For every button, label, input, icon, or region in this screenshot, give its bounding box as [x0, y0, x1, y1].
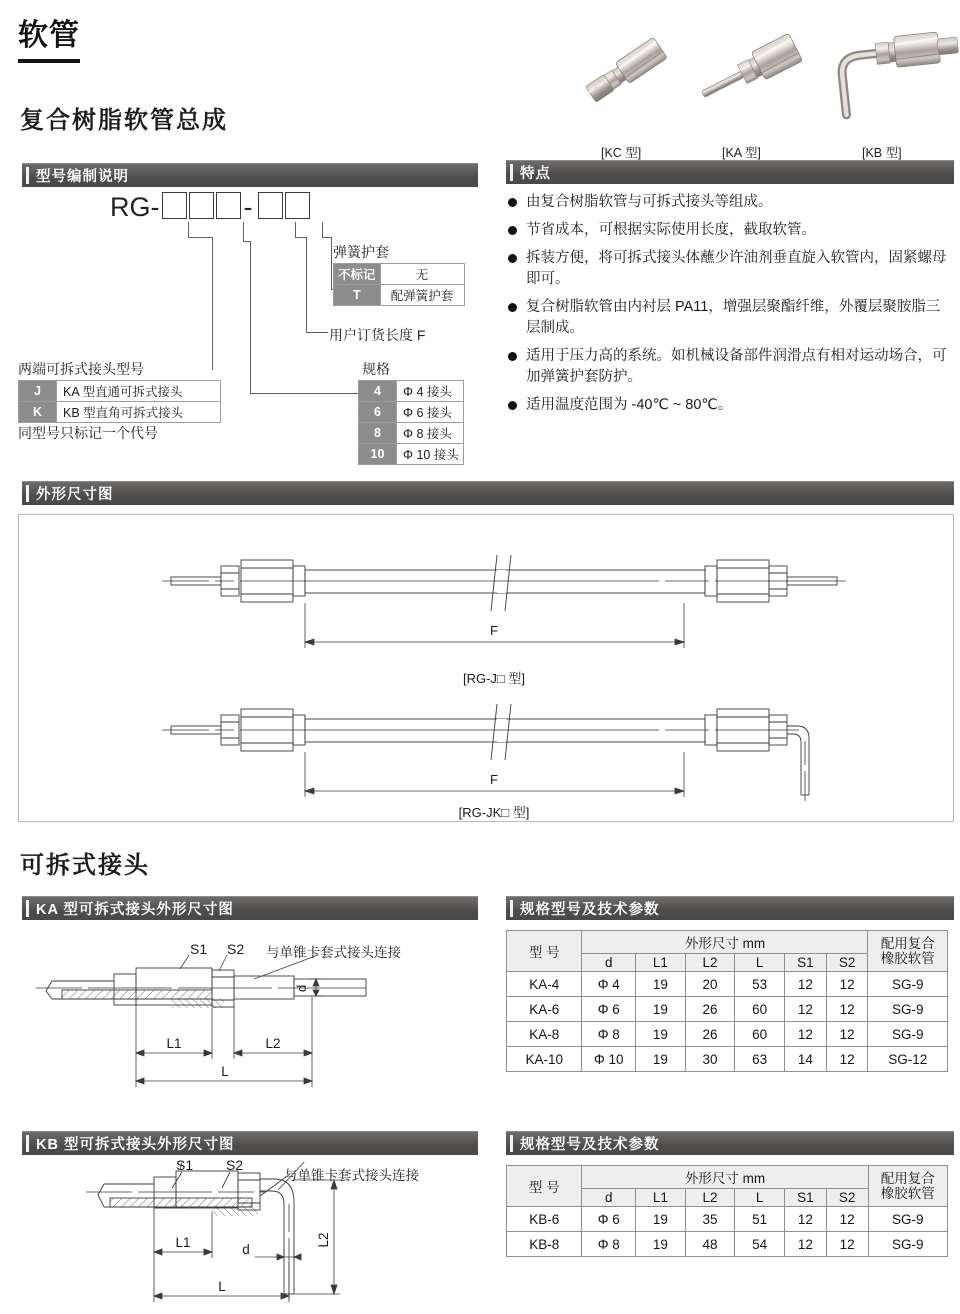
ka-r1-l2: 26 — [685, 997, 735, 1022]
ka-table-header — [506, 896, 954, 920]
ka-connector-photo — [690, 20, 810, 130]
list-item — [508, 192, 954, 213]
model-code-diagram — [110, 192, 310, 222]
leader-box4-v1 — [295, 222, 296, 238]
kb-subcol-s2: S2 — [826, 1189, 868, 1207]
ka-table-header-label: 规格型号及技术参数 — [520, 901, 660, 918]
kb-drawing-header — [22, 1131, 478, 1155]
ka-label-d: d — [294, 984, 309, 992]
ka-spec-table — [506, 930, 948, 1072]
ka-label-s2-html: S2 — [227, 941, 245, 957]
kb-col-hose-l2: 橡胶软管 — [880, 1186, 935, 1201]
feature-text-5: 适用温度范围为 -40℃ ~ 80℃。 — [526, 397, 733, 413]
feature-text-3: 复合树脂软管由内衬层 PA11，增强层聚酯纤维，外覆层聚胺脂三层制成。 — [526, 299, 941, 336]
kb-label-note: 与单锥卡套式接头连接 — [284, 1168, 419, 1183]
end-connector-note: 同型号只标记一个代号 — [18, 425, 158, 441]
kb-col-group: 外形尺寸 mm — [582, 1166, 868, 1189]
ka-r2-s1: 12 — [784, 1022, 826, 1047]
ka-r3-hose: SG-12 — [868, 1047, 948, 1072]
kb-r1-d: Φ 8 — [582, 1232, 636, 1257]
order-length-label: 用户订货长度 F — [329, 327, 426, 343]
leader-box3-v2 — [250, 241, 251, 394]
model-box-4 — [258, 192, 283, 219]
kb-r1-l1: 19 — [636, 1232, 686, 1257]
spring-code-1: T — [334, 285, 381, 306]
spec-code-0: 4 — [359, 381, 397, 402]
ka-r1-model: KA-6 — [507, 997, 582, 1022]
kb-r0-d: Φ 6 — [582, 1207, 636, 1232]
spec-legend-table — [358, 380, 464, 465]
model-box-5 — [285, 192, 310, 219]
table-row — [507, 1207, 948, 1232]
ka-r2-s2: 12 — [826, 1022, 868, 1047]
ka-r2-model: KA-8 — [507, 1022, 582, 1047]
ka-subcol-l: L — [735, 954, 785, 972]
features-header — [506, 160, 954, 184]
kb-label-l1: L1 — [175, 1235, 191, 1250]
table-row — [507, 972, 948, 997]
list-item — [508, 346, 954, 388]
kb-subcol-d: d — [582, 1189, 636, 1207]
connector-section-title: 可拆式接头 — [20, 850, 150, 879]
end-code-0: J — [19, 381, 57, 402]
kb-subcol-l2: L2 — [685, 1189, 735, 1207]
hose-assembly-drawing — [19, 515, 955, 823]
ka-r1-s2: 12 — [826, 997, 868, 1022]
ka-r3-s1: 14 — [784, 1047, 826, 1072]
page-title: 软管 — [18, 10, 80, 63]
leader-box4-v2 — [306, 237, 307, 333]
kb-r1-l2: 48 — [685, 1232, 735, 1257]
outline-caption-bottom: [RG-JK□ 型] — [458, 805, 530, 820]
kb-connector-photo — [822, 18, 960, 128]
kb-label-l2: L2 — [316, 1232, 331, 1248]
ka-r1-s1: 12 — [784, 997, 826, 1022]
outline-drawing-frame — [18, 514, 954, 822]
table-row — [334, 264, 465, 285]
spec-desc-1: Φ 6 接头 — [397, 402, 464, 423]
spec-code-2: 8 — [359, 423, 397, 444]
model-code-header-label: 型号编制说明 — [36, 168, 129, 185]
kb-r1-s2: 12 — [826, 1232, 868, 1257]
leader-box1-v2 — [212, 237, 213, 370]
table-row — [507, 1047, 948, 1072]
kb-drawing-header-label: KB 型可拆式接头外形尺寸图 — [36, 1136, 235, 1153]
spec-desc-3: Φ 10 接头 — [397, 444, 464, 465]
kb-label-l: L — [218, 1279, 226, 1294]
list-item — [508, 395, 954, 416]
feature-text-1: 节省成本，可根据实际使用长度，截取软管。 — [526, 222, 816, 238]
kb-r1-model: KB-8 — [507, 1232, 582, 1257]
ka-r0-l1: 19 — [636, 972, 686, 997]
product-subtitle: 复合树脂软管总成 — [20, 105, 228, 134]
spec-code-1: 6 — [359, 402, 397, 423]
ka-label-l2: L2 — [265, 1036, 281, 1051]
end-code-1: K — [19, 402, 57, 423]
table-row — [359, 402, 464, 423]
ka-r2-hose: SG-9 — [868, 1022, 948, 1047]
kb-r1-s1: 12 — [785, 1232, 827, 1257]
spec-desc-2: Φ 8 接头 — [397, 423, 464, 444]
ka-r2-l: 60 — [735, 1022, 785, 1047]
table-row — [19, 381, 221, 402]
table-header-row — [507, 931, 948, 954]
dim-label-f-top: F — [490, 623, 498, 638]
table-row — [359, 381, 464, 402]
ka-connector-caption: [KA 型] — [722, 146, 761, 160]
kb-subcol-s1: S1 — [785, 1189, 827, 1207]
kc-connector-photo — [560, 22, 690, 127]
kb-subcol-l: L — [735, 1189, 785, 1207]
spec-legend-title: 规格 — [362, 361, 390, 377]
outline-caption-top: [RG-J□ 型] — [462, 671, 526, 686]
kb-leader-lines — [160, 1170, 340, 1198]
model-box-1 — [162, 192, 187, 219]
ka-r0-l2: 20 — [685, 972, 735, 997]
ka-label-l1: L1 — [166, 1036, 182, 1051]
kb-col-hose — [868, 1166, 947, 1207]
kb-subcol-l1: L1 — [636, 1189, 686, 1207]
features-list — [508, 192, 954, 423]
ka-r0-l: 53 — [735, 972, 785, 997]
kb-col-hose-l1: 配用复合 — [880, 1171, 935, 1186]
kc-connector-caption: [KC 型] — [601, 146, 642, 160]
ka-col-hose-l2: 橡胶软管 — [880, 951, 935, 966]
table-row — [19, 402, 221, 423]
table-row — [359, 423, 464, 444]
kb-r1-hose: SG-9 — [868, 1232, 947, 1257]
kb-r0-hose: SG-9 — [868, 1207, 947, 1232]
kb-r0-model: KB-6 — [507, 1207, 582, 1232]
kb-r0-s1: 12 — [785, 1207, 827, 1232]
model-dash: - — [243, 192, 253, 222]
bullet-icon — [508, 198, 517, 207]
table-row — [507, 1232, 948, 1257]
ka-r2-l1: 19 — [636, 1022, 686, 1047]
end-connector-title: 两端可拆式接头型号 — [18, 361, 144, 377]
ka-subcol-s1: S1 — [784, 954, 826, 972]
kb-label-s2: S2 — [226, 1157, 244, 1173]
spring-code-0: 不标记 — [334, 264, 381, 285]
ka-r0-s2: 12 — [826, 972, 868, 997]
features-header-label: 特点 — [520, 165, 551, 182]
feature-text-0: 由复合树脂软管与可拆式接头等组成。 — [526, 194, 773, 210]
spring-desc-1: 配弹簧护套 — [380, 285, 464, 306]
kb-r0-l: 51 — [735, 1207, 785, 1232]
bullet-icon — [508, 401, 517, 410]
ka-r3-l1: 19 — [636, 1047, 686, 1072]
list-item — [508, 248, 954, 290]
outline-drawing-header-label: 外形尺寸图 — [36, 486, 114, 503]
spring-desc-0: 无 — [380, 264, 464, 285]
ka-col-model: 型 号 — [507, 931, 582, 972]
leader-box4-h2 — [306, 332, 328, 333]
list-item — [508, 297, 954, 339]
ka-drawing-header-label: KA 型可拆式接头外形尺寸图 — [36, 901, 234, 918]
bullet-icon — [508, 352, 517, 361]
list-item — [508, 220, 954, 241]
dim-label-f-bottom: F — [490, 772, 498, 787]
ka-r3-l2: 30 — [685, 1047, 735, 1072]
outline-drawing-header — [22, 481, 954, 505]
end-desc-1: KB 型直角可拆式接头 — [57, 402, 221, 423]
leader-box1-v1 — [188, 222, 189, 238]
table-row — [334, 285, 465, 306]
kb-r0-l1: 19 — [636, 1207, 686, 1232]
kb-r0-l2: 35 — [685, 1207, 735, 1232]
spring-sleeve-title: 弹簧护套 — [333, 244, 389, 260]
spec-code-3: 10 — [359, 444, 397, 465]
ka-subcol-l2: L2 — [685, 954, 735, 972]
leader-box3-h2 — [250, 393, 360, 394]
kb-label-s1: S1 — [176, 1157, 194, 1173]
model-box-2 — [189, 192, 214, 219]
ka-r0-hose: SG-9 — [868, 972, 948, 997]
leader-box3-v1 — [243, 222, 244, 242]
ka-r0-model: KA-4 — [507, 972, 582, 997]
kb-table-header — [506, 1131, 954, 1155]
ka-drawing-header — [22, 896, 478, 920]
kb-label-d: d — [242, 1242, 250, 1257]
table-row — [507, 997, 948, 1022]
ka-col-hose-l1: 配用复合 — [880, 936, 935, 951]
bullet-icon — [508, 254, 517, 263]
ka-label-note-html: 与单锥卡套式接头连接 — [266, 945, 401, 960]
kb-connector-caption: [KB 型] — [862, 146, 902, 160]
table-header-row — [507, 1166, 948, 1189]
leader-box1-h — [188, 237, 213, 238]
ka-r2-d: Φ 8 — [582, 1022, 636, 1047]
table-row — [359, 444, 464, 465]
ka-subcol-d: d — [582, 954, 636, 972]
model-code-header — [22, 163, 478, 187]
kb-r0-s2: 12 — [826, 1207, 868, 1232]
ka-r0-s1: 12 — [784, 972, 826, 997]
ka-r1-l: 60 — [735, 997, 785, 1022]
kb-table-header-label: 规格型号及技术参数 — [520, 1136, 660, 1153]
ka-subcol-l1: L1 — [636, 954, 686, 972]
kb-r1-l: 54 — [735, 1232, 785, 1257]
bullet-icon — [508, 303, 517, 312]
bullet-icon — [508, 226, 517, 235]
ka-connector-drawing — [22, 935, 482, 1110]
model-prefix: RG- — [110, 192, 160, 222]
ka-r1-hose: SG-9 — [868, 997, 948, 1022]
ka-r0-d: Φ 4 — [582, 972, 636, 997]
ka-label-l: L — [221, 1064, 229, 1079]
ka-r2-l2: 26 — [685, 1022, 735, 1047]
ka-r3-l: 63 — [735, 1047, 785, 1072]
ka-col-group: 外形尺寸 mm — [582, 931, 868, 954]
table-row — [507, 1022, 948, 1047]
leader-box5-v1 — [322, 222, 323, 238]
spec-desc-0: Φ 4 接头 — [397, 381, 464, 402]
ka-subcol-s2: S2 — [826, 954, 868, 972]
ka-label-s1-html: S1 — [190, 941, 208, 957]
feature-text-2: 拆装方便，将可拆式接头体蘸少许油剂垂直旋入软管内，固紧螺母即可。 — [526, 250, 947, 287]
end-desc-0: KA 型直通可拆式接头 — [57, 381, 221, 402]
end-connector-table — [18, 380, 221, 423]
model-box-3 — [216, 192, 241, 219]
ka-r3-d: Φ 10 — [582, 1047, 636, 1072]
ka-r3-model: KA-10 — [507, 1047, 582, 1072]
ka-r1-l1: 19 — [636, 997, 686, 1022]
ka-r1-d: Φ 6 — [582, 997, 636, 1022]
kb-spec-table — [506, 1165, 948, 1257]
kb-col-model: 型 号 — [507, 1166, 582, 1207]
ka-col-hose — [868, 931, 948, 972]
ka-r3-s2: 12 — [826, 1047, 868, 1072]
spring-sleeve-table — [333, 263, 465, 306]
feature-text-4: 适用于压力高的系统。如机械设备部件润滑点有相对运动场合，可加弹簧护套防护。 — [526, 348, 947, 385]
